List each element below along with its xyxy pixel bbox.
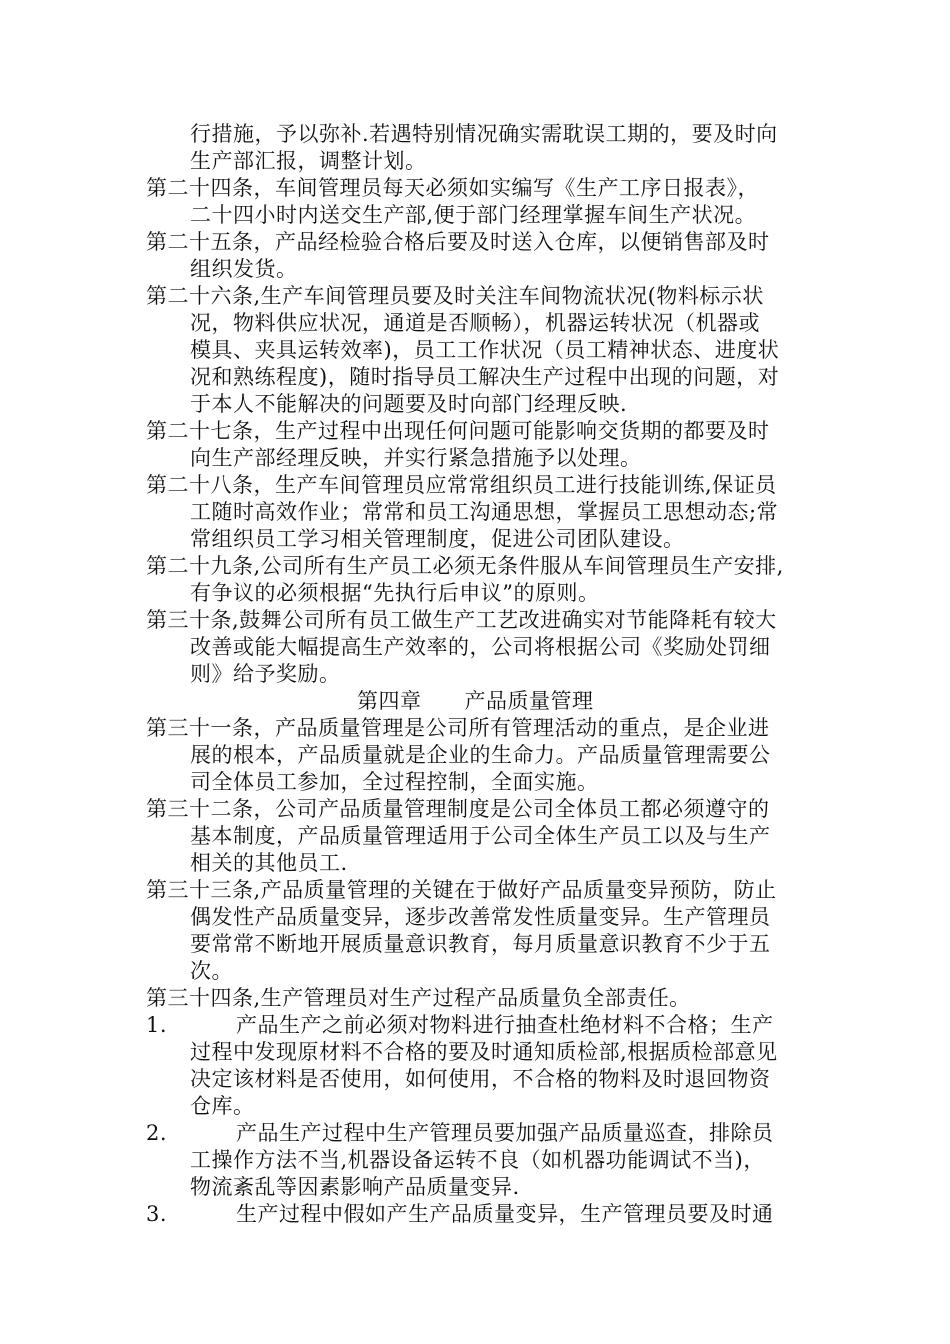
article-28: 第二十八条，生产车间管理员应常常组织员工进行技能训练,保证员 — [146, 473, 777, 497]
text-line: 模具、夹具运转效率)，员工工作状况（员工精神状态、进度状 — [190, 338, 780, 362]
article-32: 第三十二条，公司产品质量管理制度是公司全体员工都必须遵守的 — [146, 797, 770, 821]
text-line: 向生产部经理反映，并实行紧急措施予以处理。 — [190, 446, 642, 470]
text-line: 生产部汇报，调整计划。 — [190, 149, 427, 173]
article-25: 第二十五条，产品经检验合格后要及时送入仓库，以便销售部及时 — [146, 230, 770, 254]
text-line: 有争议的必须根据“先执行后申议”的原则。 — [190, 581, 600, 605]
text-line: 基本制度，产品质量管理适用于公司全体生产员工以及与生产 — [190, 824, 771, 848]
list-number: 3. — [146, 1202, 168, 1226]
article-24: 第二十四条，车间管理员每天必须如实编写《生产工序日报表》， — [146, 176, 759, 200]
text-line: 相关的其他员工. — [190, 851, 348, 875]
text-line: 工随时高效作业；常常和员工沟通思想，掌握员工思想动态;常 — [190, 500, 779, 524]
article-34: 第三十四条,生产管理员对生产过程产品质量负全部责任。 — [146, 986, 691, 1010]
text-line: 物流紊乱等因素影响产品质量变异. — [190, 1175, 520, 1199]
text-line: 工操作方法不当,机器设备运转不良（如机器功能调试不当)， — [190, 1148, 765, 1172]
text-line: 偶发性产品质量变异，逐步改善常发性质量变异。生产管理员 — [190, 905, 771, 929]
chapter-heading: 第四章 产品质量管理 — [357, 689, 594, 713]
article-29: 第二十九条,公司所有生产员工必须无条件服从车间管理员生产安排, — [146, 554, 784, 578]
list-number: 1. — [146, 1013, 168, 1037]
text-line: 行措施，予以弥补.若遇特别情况确实需耽误工期的，要及时向 — [190, 122, 778, 146]
article-33: 第三十三条,产品质量管理的关键在于做好产品质量变异预防，防止 — [146, 878, 777, 902]
list-number: 2. — [146, 1121, 168, 1145]
list-item-text: 生产过程中假如产生产品质量变异，生产管理员要及时通 — [236, 1202, 774, 1226]
text-line: 则》给予奖励。 — [190, 662, 341, 686]
text-line: 常组织员工学习相关管理制度，促进公司团队建设。 — [190, 527, 685, 551]
text-line: 况和熟练程度)，随时指导员工解决生产过程中出现的问题，对 — [190, 365, 780, 389]
list-item-text: 产品生产过程中生产管理员要加强产品质量巡查，排除员 — [236, 1121, 774, 1145]
text-line: 司全体员工参加，全过程控制，全面实施。 — [190, 770, 599, 794]
article-27: 第二十七条，生产过程中出现任何问题可能影响交货期的都要及时 — [146, 419, 770, 443]
article-31: 第三十一条，产品质量管理是公司所有管理活动的重点，是企业进 — [146, 716, 770, 740]
text-line: 要常常不断地开展质量意识教育，每月质量意识教育不少于五 — [190, 932, 771, 956]
text-line: 组织发货。 — [190, 257, 298, 281]
article-30: 第三十条,鼓舞公司所有员工做生产工艺改进确实对节能降耗有较大 — [146, 608, 777, 632]
list-item-text: 产品生产之前必须对物料进行抽查杜绝材料不合格；生产 — [236, 1013, 774, 1037]
article-26: 第二十六条,生产车间管理员要及时关注车间物流状况(物料标示状 — [146, 284, 764, 308]
text-line: 次。 — [190, 959, 233, 983]
text-line: 仓库。 — [190, 1094, 255, 1118]
text-line: 展的根本，产品质量就是企业的生命力。产品质量管理需要公 — [190, 743, 771, 767]
text-line: 二十四小时内送交生产部,便于部门经理掌握车间生产状况。 — [190, 203, 757, 227]
text-line: 决定该材料是否使用，如何使用，不合格的物料及时退回物资 — [190, 1067, 771, 1091]
text-line: 于本人不能解决的问题要及时向部门经理反映. — [190, 392, 628, 416]
text-line: 过程中发现原材料不合格的要及时通知质检部,根据质检部意见 — [190, 1040, 778, 1064]
text-line: 况，物料供应状况，通道是否顺畅），机器运转状况（机器或 — [190, 311, 760, 335]
text-line: 改善或能大幅提高生产效率的，公司将根据公司《奖励处罚细 — [190, 635, 771, 659]
